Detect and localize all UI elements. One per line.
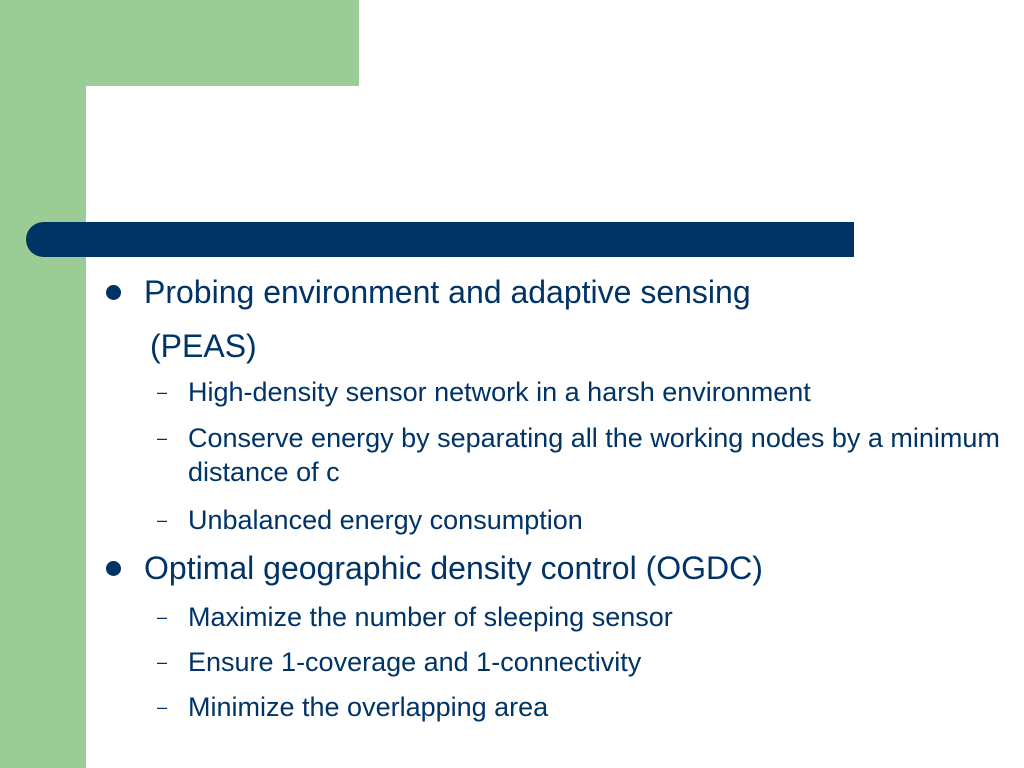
- dash-icon: –: [157, 428, 168, 448]
- dash-icon: –: [157, 652, 168, 672]
- bullet-dot-icon: [106, 561, 121, 576]
- sub-bullet-text: Unbalanced energy consumption: [188, 505, 583, 535]
- dash-icon: –: [157, 607, 168, 627]
- bullet-continuation-text: (PEAS): [150, 328, 257, 364]
- dash-icon: –: [157, 510, 168, 530]
- sub-bullet-text: Minimize the overlapping area: [188, 692, 549, 722]
- bullet-text: Probing environment and adaptive sensing: [144, 274, 751, 310]
- sub-bullet-text: Ensure 1-coverage and 1-connectivity: [188, 647, 642, 677]
- sub-bullet-text: Conserve energy by separating all the working nodes by a minimum distance of c: [188, 423, 1000, 487]
- sub-bullet-text: Maximize the number of sleeping sensor: [188, 602, 673, 632]
- dash-icon: –: [157, 382, 168, 402]
- bullet-text: Optimal geographic density control (OGDC): [144, 550, 763, 586]
- bullet-dot-icon: [106, 285, 121, 300]
- sub-bullet-text: High-density sensor network in a harsh environment: [188, 377, 811, 407]
- dash-icon: –: [157, 697, 168, 717]
